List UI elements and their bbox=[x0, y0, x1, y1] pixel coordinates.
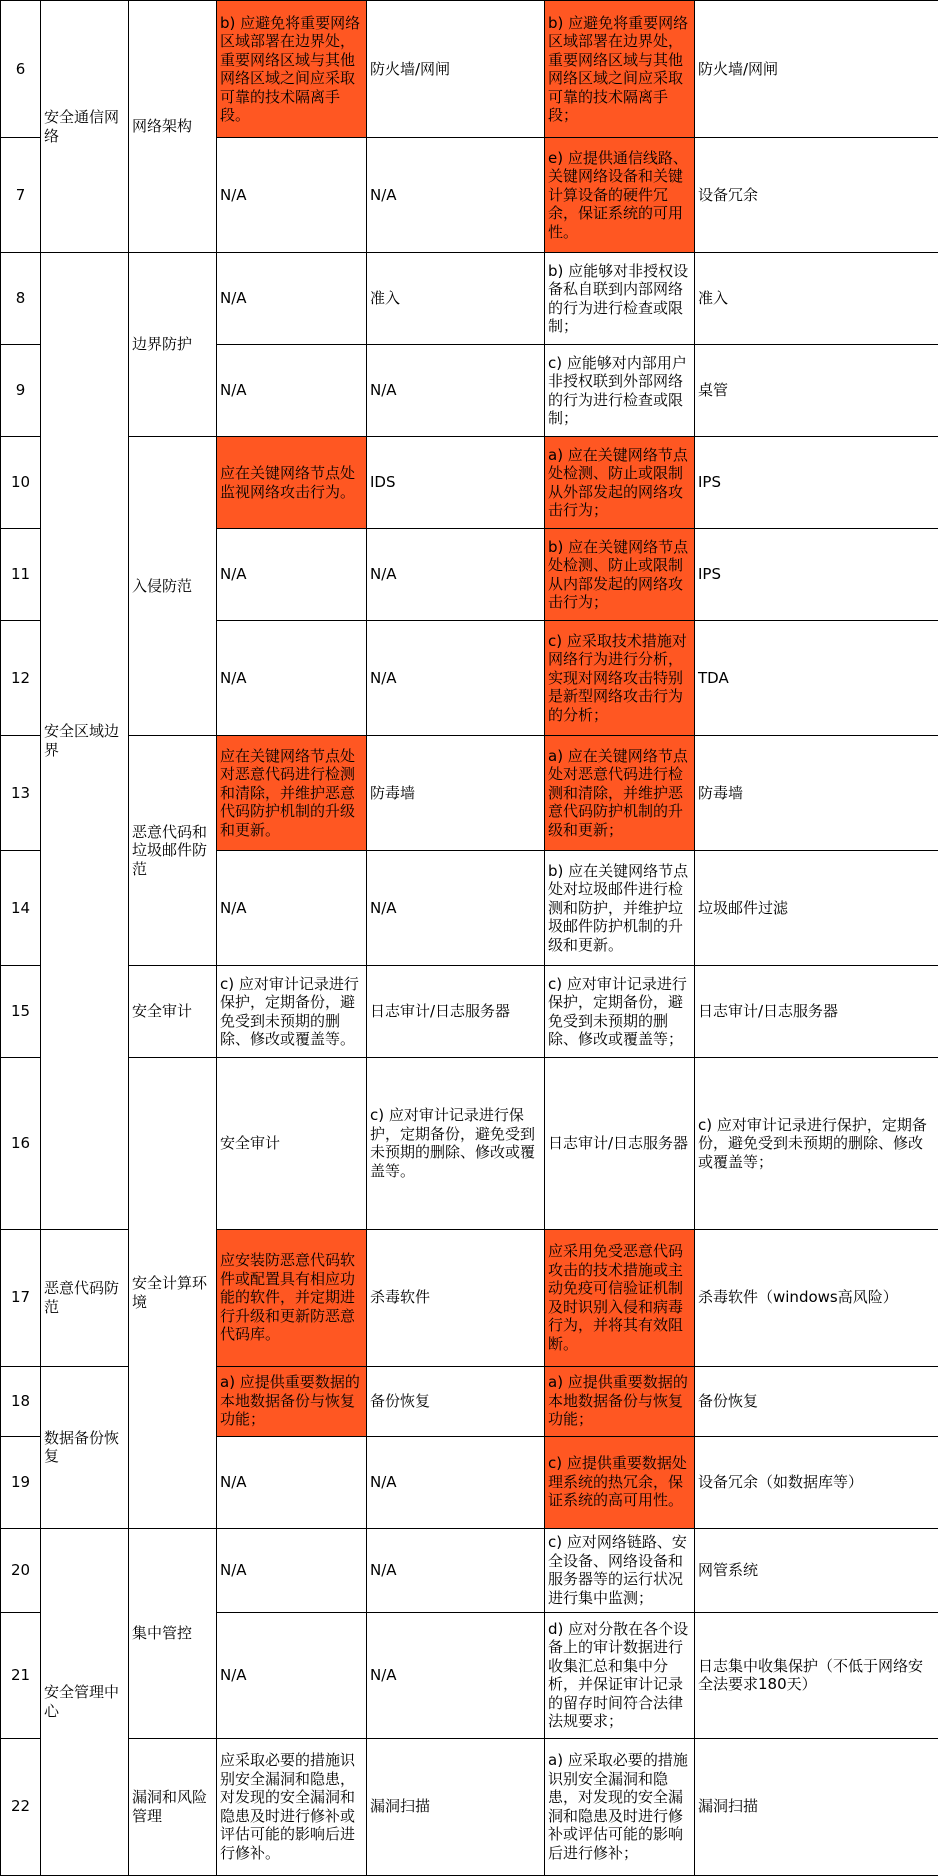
row-number: 17 bbox=[1, 1229, 41, 1366]
new-product-cell: TDA bbox=[695, 621, 938, 736]
old-product-cell: 防火墙/网闸 bbox=[367, 1, 545, 138]
old-product-cell: N/A bbox=[367, 1612, 545, 1738]
category-cell: 安全计算环境 bbox=[129, 1058, 217, 1529]
subcategory-cell: 漏洞和风险管理 bbox=[129, 1738, 217, 1875]
new-requirement-cell: c) 应提供重要数据处理系统的热冗余，保证系统的高可用性。 bbox=[545, 1436, 695, 1528]
row-number: 10 bbox=[1, 437, 41, 529]
row-number: 9 bbox=[1, 345, 41, 437]
table-row bbox=[1, 1058, 938, 1230]
new-requirement-cell: b) 应能够对非授权设备私自联到内部网络的行为进行检查或限制； bbox=[545, 253, 695, 345]
new-product-cell: IPS bbox=[695, 437, 938, 529]
subcategory-cell: 数据备份恢复 bbox=[41, 1366, 129, 1528]
subcategory-cell: 恶意代码防范 bbox=[41, 1229, 129, 1366]
row-number: 12 bbox=[1, 621, 41, 736]
table-row bbox=[1, 966, 938, 1058]
new-requirement-cell: e) 应提供通信线路、关键网络设备和关键计算设备的硬件冗余，保证系统的可用性。 bbox=[545, 138, 695, 253]
old-product-cell: IDS bbox=[367, 437, 545, 529]
row-number: 15 bbox=[1, 966, 41, 1058]
new-product-cell: 设备冗余 bbox=[695, 138, 938, 253]
new-requirement-cell: a) 应提供重要数据的本地数据备份与恢复功能； bbox=[545, 1366, 695, 1436]
old-requirement-cell: c) 应对审计记录进行保护，定期备份，避免受到未预期的删除、修改或覆盖等。 bbox=[367, 1058, 545, 1230]
row-number: 19 bbox=[1, 1436, 41, 1528]
subcategory-cell: 安全审计 bbox=[217, 1058, 367, 1230]
old-product-cell: N/A bbox=[367, 345, 545, 437]
old-requirement-cell: N/A bbox=[217, 138, 367, 253]
table-row bbox=[1, 1528, 938, 1612]
new-requirement-cell: c) 应对审计记录进行保护，定期备份，避免受到未预期的删除、修改或覆盖等； bbox=[695, 1058, 938, 1230]
category-cell: 安全区域边界 bbox=[41, 253, 129, 1230]
new-requirement-cell: b) 应在关键网络节点处检测、防止或限制从内部发起的网络攻击行为； bbox=[545, 529, 695, 621]
row-number: 20 bbox=[1, 1528, 41, 1612]
new-requirement-cell: 应采用免受恶意代码攻击的技术措施或主动免疫可信验证机制及时识别入侵和病毒行为，并将其有效阻断。 bbox=[545, 1229, 695, 1366]
old-product-cell: 杀毒软件 bbox=[367, 1229, 545, 1366]
subcategory-cell: 网络架构 bbox=[129, 1, 217, 253]
new-requirement-cell: a) 应在关键网络节点处检测、防止或限制从外部发起的网络攻击行为； bbox=[545, 437, 695, 529]
new-product-cell: 备份恢复 bbox=[695, 1366, 938, 1436]
old-product-cell: N/A bbox=[367, 1436, 545, 1528]
old-requirement-cell: N/A bbox=[217, 1612, 367, 1738]
row-number: 13 bbox=[1, 736, 41, 851]
old-product-cell: 漏洞扫描 bbox=[367, 1738, 545, 1875]
old-requirement-cell: N/A bbox=[217, 345, 367, 437]
old-product-cell: 日志审计/日志服务器 bbox=[367, 966, 545, 1058]
row-number: 7 bbox=[1, 138, 41, 253]
old-requirement-cell: N/A bbox=[217, 529, 367, 621]
old-product-cell: N/A bbox=[367, 621, 545, 736]
old-requirement-cell: a) 应提供重要数据的本地数据备份与恢复功能； bbox=[217, 1366, 367, 1436]
new-product-cell: 防火墙/网闸 bbox=[695, 1, 938, 138]
old-product-cell: 准入 bbox=[367, 253, 545, 345]
new-product-cell: 日志集中收集保护（不低于网络安全法要求180天） bbox=[695, 1612, 938, 1738]
row-number: 11 bbox=[1, 529, 41, 621]
old-product-cell: N/A bbox=[367, 138, 545, 253]
table-row bbox=[1, 253, 938, 345]
old-requirement-cell: N/A bbox=[217, 621, 367, 736]
new-product-cell: 防毒墙 bbox=[695, 736, 938, 851]
row-number: 6 bbox=[1, 1, 41, 138]
new-product-cell: 设备冗余（如数据库等） bbox=[695, 1436, 938, 1528]
row-number: 14 bbox=[1, 851, 41, 966]
old-product-cell: 日志审计/日志服务器 bbox=[545, 1058, 695, 1230]
new-product-cell: 准入 bbox=[695, 253, 938, 345]
new-requirement-cell: a) 应采取必要的措施识别安全漏洞和隐患，对发现的安全漏洞和隐患及时进行修补或评估可能的影响后进行修补； bbox=[545, 1738, 695, 1875]
category-cell: 安全通信网络 bbox=[41, 1, 129, 253]
old-product-cell: N/A bbox=[367, 851, 545, 966]
new-product-cell: 网管系统 bbox=[695, 1528, 938, 1612]
new-product-cell: 漏洞扫描 bbox=[695, 1738, 938, 1875]
subcategory-cell: 入侵防范 bbox=[129, 437, 217, 736]
subcategory-cell: 安全审计 bbox=[129, 966, 217, 1058]
old-requirement-cell: N/A bbox=[217, 1436, 367, 1528]
table-row bbox=[1, 1738, 938, 1875]
new-requirement-cell: b) 应在关键网络节点处对垃圾邮件进行检测和防护，并维护垃圾邮件防护机制的升级和更新。 bbox=[545, 851, 695, 966]
old-requirement-cell: N/A bbox=[217, 851, 367, 966]
new-requirement-cell: c) 应对网络链路、安全设备、网络设备和服务器等的运行状况进行集中监测； bbox=[545, 1528, 695, 1612]
table-row bbox=[1, 437, 938, 529]
row-number: 18 bbox=[1, 1366, 41, 1436]
new-product-cell: 桌管 bbox=[695, 345, 938, 437]
row-number: 16 bbox=[1, 1058, 41, 1230]
category-cell: 安全管理中心 bbox=[41, 1528, 129, 1875]
old-requirement-cell: 应安装防恶意代码软件或配置具有相应功能的软件，并定期进行升级和更新防恶意代码库。 bbox=[217, 1229, 367, 1366]
new-product-cell: 杀毒软件（windows高风险） bbox=[695, 1229, 938, 1366]
new-requirement-cell: c) 应对审计记录进行保护，定期备份，避免受到未预期的删除、修改或覆盖等； bbox=[545, 966, 695, 1058]
new-requirement-cell: a) 应在关键网络节点处对恶意代码进行检测和清除，并维护恶意代码防护机制的升级和更新； bbox=[545, 736, 695, 851]
old-product-cell: 防毒墙 bbox=[367, 736, 545, 851]
row-number: 22 bbox=[1, 1738, 41, 1875]
new-product-cell: 垃圾邮件过滤 bbox=[695, 851, 938, 966]
subcategory-cell: 边界防护 bbox=[129, 253, 217, 437]
subcategory-cell: 集中管控 bbox=[129, 1528, 217, 1738]
old-requirement-cell: N/A bbox=[217, 253, 367, 345]
old-requirement-cell: 应在关键网络节点处对恶意代码进行检测和清除，并维护恶意代码防护机制的升级和更新。 bbox=[217, 736, 367, 851]
row-number: 21 bbox=[1, 1612, 41, 1738]
new-product-cell: IPS bbox=[695, 529, 938, 621]
old-requirement-cell: c) 应对审计记录进行保护，定期备份，避免受到未预期的删除、修改或覆盖等。 bbox=[217, 966, 367, 1058]
old-requirement-cell: N/A bbox=[217, 1528, 367, 1612]
new-product-cell: 日志审计/日志服务器 bbox=[695, 966, 938, 1058]
old-requirement-cell: b) 应避免将重要网络区域部署在边界处，重要网络区域与其他网络区域之间应采取可靠的技术隔离手段。 bbox=[217, 1, 367, 138]
old-product-cell: 备份恢复 bbox=[367, 1366, 545, 1436]
old-requirement-cell: 应采取必要的措施识别安全漏洞和隐患，对发现的安全漏洞和隐患及时进行修补或评估可能的影响后进行修补。 bbox=[217, 1738, 367, 1875]
old-requirement-cell: 应在关键网络节点处监视网络攻击行为。 bbox=[217, 437, 367, 529]
subcategory-cell: 恶意代码和垃圾邮件防范 bbox=[129, 736, 217, 966]
old-product-cell: N/A bbox=[367, 529, 545, 621]
new-requirement-cell: c) 应能够对内部用户非授权联到外部网络的行为进行检查或限制； bbox=[545, 345, 695, 437]
table-row bbox=[1, 736, 938, 851]
new-requirement-cell: b) 应避免将重要网络区域部署在边界处，重要网络区域与其他网络区域之间应采取可靠的技术隔离手段； bbox=[545, 1, 695, 138]
old-product-cell: N/A bbox=[367, 1528, 545, 1612]
row-number: 8 bbox=[1, 253, 41, 345]
table-row bbox=[1, 1, 938, 138]
new-requirement-cell: c) 应采取技术措施对网络行为进行分析，实现对网络攻击特别是新型网络攻击行为的分析； bbox=[545, 621, 695, 736]
new-requirement-cell: d) 应对分散在各个设备上的审计数据进行收集汇总和集中分析，并保证审计记录的留存时间符合法律法规要求； bbox=[545, 1612, 695, 1738]
